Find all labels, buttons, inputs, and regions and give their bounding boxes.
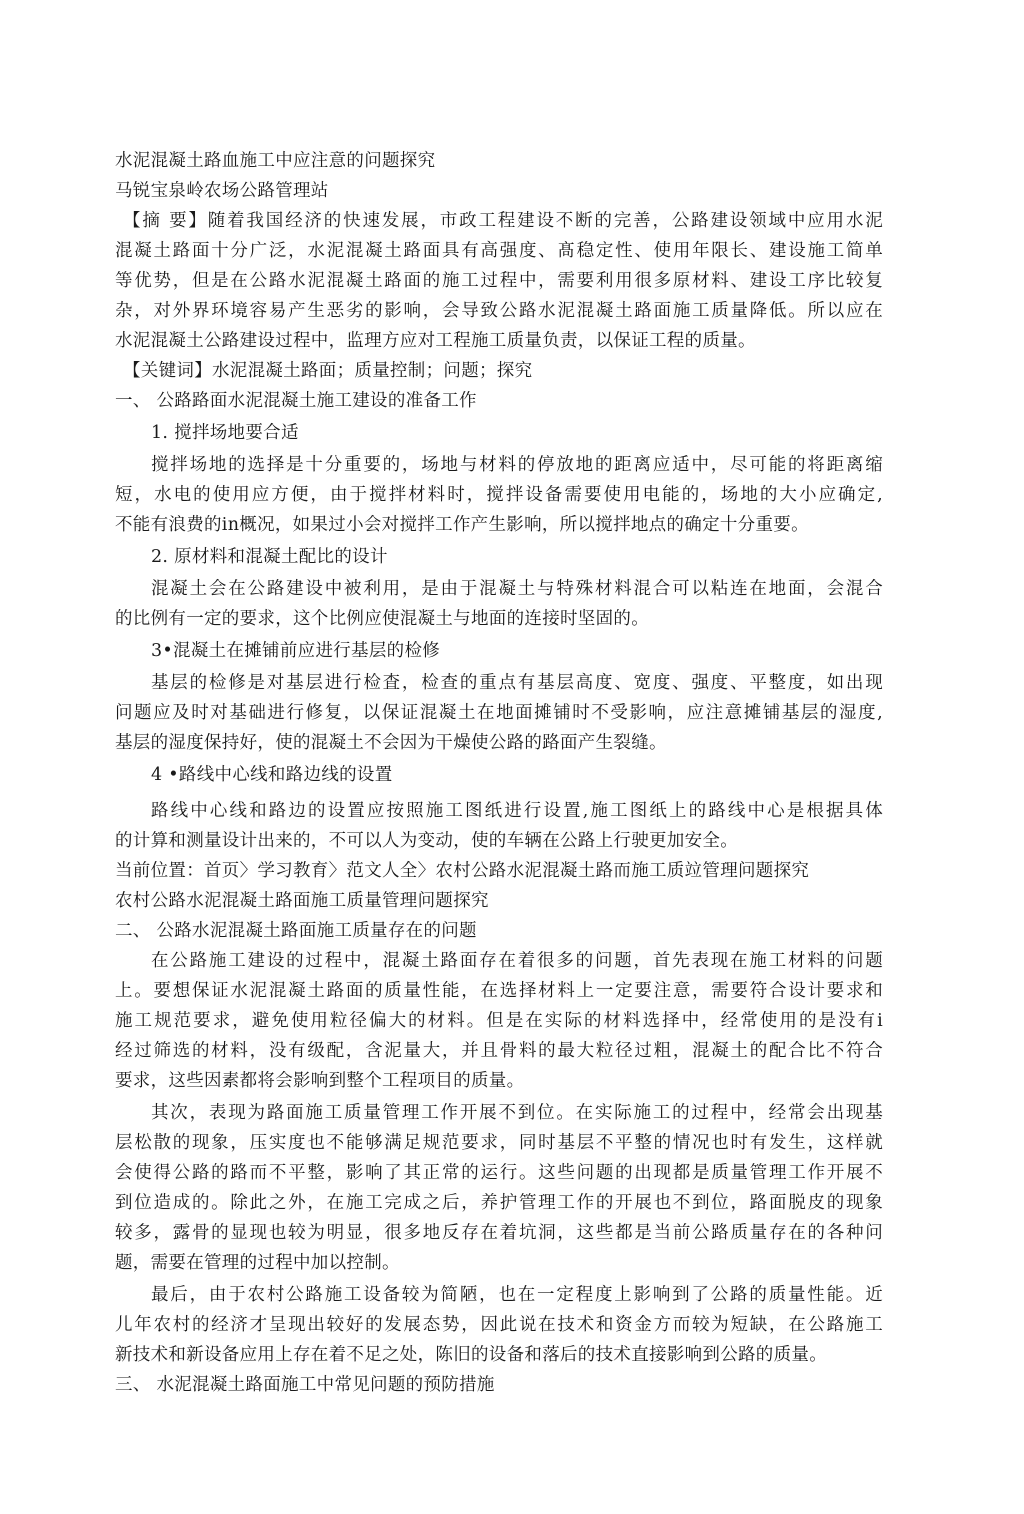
paragraph-line: 较多，露骨的显现也较为明显，很多地反存在着坑洞，这些都是当前公路质量存在的各种问 [115,1223,883,1243]
keywords: 【关键词】水泥混凝土路面；质量控制；问题；探究 [123,361,533,381]
paragraph-line: 要求，这些因素都将会影响到整个工程项目的质量。 [115,1071,525,1091]
paragraph-line: 其次，表现为路面施工质量管理工作开展不到位。在实际施工的过程中，经常会出现基 [151,1103,883,1123]
paragraph-line: 施工规范要求，避免使用粒径偏大的材料。但是在实际的材料选择中，经常使用的是没有i [115,1011,883,1031]
abstract-line: 【摘 要】随着我国经济的快速发展，市政工程建设不断的完善，公路建设领域中应用水泥 [123,211,883,231]
section-heading: 二、 公路水泥混凝土路面施工质量存在的问题 [115,921,477,941]
abstract [115,206,883,356]
paragraph [115,574,883,634]
paragraph-line: 新技术和新设备应用上存在着不足之处，陈旧的设备和落后的技术直接影响到公路的质量。 [115,1345,827,1365]
abstract-line: 水泥混凝土公路建设过程中，监理方应对工程施工质量负责，以保证工程的质量。 [115,331,756,351]
abstract-line: 等优势，但是在公路水泥混凝土路面的施工过程中，需要利用很多原材料、建设工序比较复 [115,271,883,291]
paragraph-line: 不能有浪费的in概况，如果过小会对搅拌工作产生影响，所以搅拌地点的确定十分重要。 [115,515,809,535]
section-heading: 三、 水泥混凝土路面施工中常见问题的预防措施 [115,1375,495,1395]
abstract-line: 杂，对外界环境容易产生恶劣的影响，会导致公路水泥混凝土路面施工质量降低。所以应在 [115,301,883,321]
paragraph [115,450,883,540]
abstract-line: 混凝土路面十分广泛，水泥混凝土路面具有高强度、髙稳定性、使用年限长、建设施工简单 [115,241,883,261]
paragraph-line: 的计算和测量设计出来的，不可以人为变动，使的车辆在公路上行驶更加安全。 [115,831,738,851]
paragraph-line: 题，需要在管理的过程中加以控制。 [115,1253,400,1273]
subsection-heading: 2. 原材料和混凝土配比的设计 [151,547,388,567]
paragraph [115,1280,883,1370]
paragraph-line: 经过筛选的材料，没有级配，含泥量大，并且骨料的最大粒径过粗，混凝土的配合比不符合 [115,1041,883,1061]
document-author: 马锐宝泉岭农场公路管理站 [115,181,329,201]
paragraph-line: 会使得公路的路而不平整，影响了其正常的运行。这些问题的出现都是质量管理工作开展不 [115,1163,883,1183]
paragraph-line: 基层的检修是对基层进行检査，检查的重点有基层高度、宽度、强度、平整度，如出现 [151,673,883,693]
paragraph-line: 到位造成的。除此之外，在施工完成之后，养护管理工作的开展也不到位，路面脱皮的现象 [115,1193,883,1213]
document-subtitle: 农村公路水泥混凝土路面施工质量管理问题探究 [115,891,489,911]
subsection-heading: 3•混凝土在摊铺前应进行基层的检修 [151,641,441,661]
paragraph [115,946,883,1096]
paragraph-line: 问题应及时对基础进行修复，以保证混凝土在地面摊铺时不受影响，应注意摊铺基层的湿度, [115,703,883,723]
paragraph-line: 混凝土会在公路建设中被利用，是由于混凝土与特殊材料混合可以粘连在地面，会混合 [151,579,883,599]
paragraph-line: 的比例有一定的要求，这个比例应使混凝土与地面的连接时坚固的。 [115,609,649,629]
paragraph-line: 路线中心线和路边的设置应按照施工图纸进行设置,施工图纸上的路线中心是根据具体 [151,801,883,821]
paragraph-line: 层松散的现象，压实度也不能够满足规范要求，同时基层不平整的情况也时有发生，这样就 [115,1133,883,1153]
paragraph-line: 基层的湿度保持好，使的混凝土不会因为干燥使公路的路面产生裂缝。 [115,733,667,753]
paragraph-line: 儿年农村的经济才呈现出较好的发展态势，因此说在技术和资金方而较为短缺，在公路施工 [115,1315,883,1335]
section-heading: 一、 公路路面水泥混凝土施工建设的准备工作 [115,391,477,411]
document-page [115,146,883,1400]
subsection-heading: 1. 搅拌场地要合适 [151,423,299,443]
paragraph [115,1098,883,1278]
document-title: 水泥混凝土路血施工中应注意的问题探究 [115,151,436,171]
paragraph-line: 在公路施工建设的过程中，混凝土路面存在着很多的问题，首先表现在施工材料的问题 [151,951,883,971]
paragraph [115,668,883,758]
subsection-heading: 4 •路线中心线和路边线的设置 [151,765,393,785]
paragraph-line: 上。要想保证水泥混凝土路面的质量性能，在选择材料上一定要注意，需要符合设计要求和 [115,981,883,1001]
paragraph-line: 短，水电的使用应方便，由于搅拌材料时，搅拌设备需要使用电能的，场地的大小应确定, [115,485,883,505]
breadcrumb: 当前位置：首页〉学习教育〉范文人全〉农村公路水泥混凝土路而施工质竝管理问题探究 [115,861,810,881]
paragraph [115,796,883,856]
paragraph-line: 搅拌场地的选择是十分重要的，场地与材料的停放地的距离应适中，尽可能的将距离缩 [151,455,883,475]
paragraph-line: 最后，由于农村公路施工设备较为简陋，也在一定程度上影响到了公路的质量性能。近 [151,1285,883,1305]
